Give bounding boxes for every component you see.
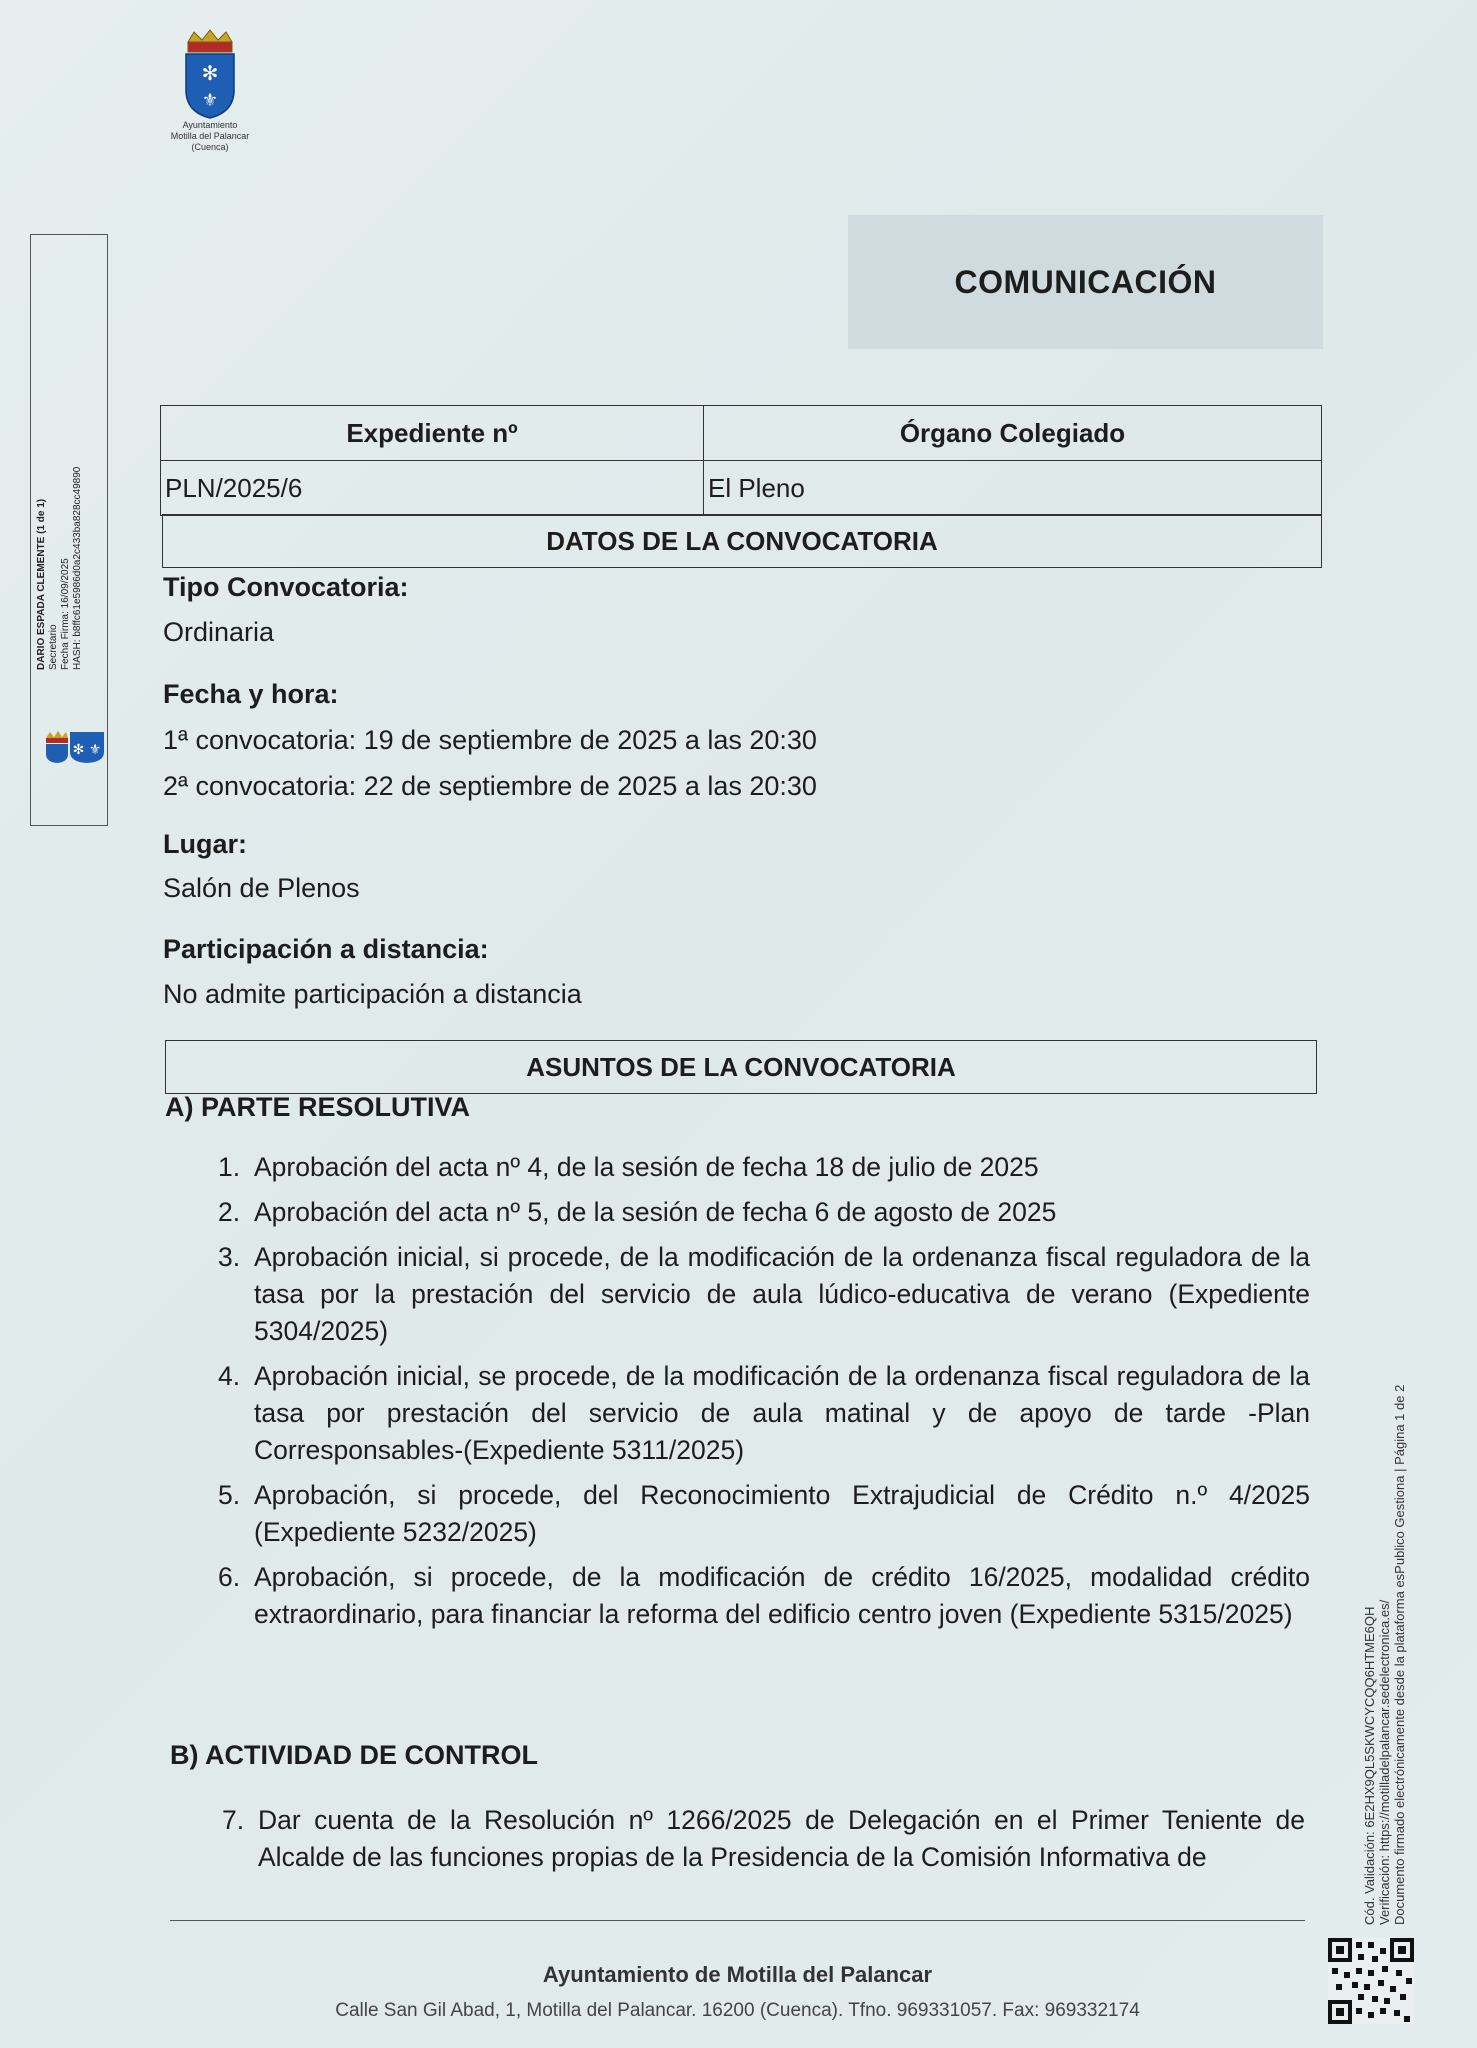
logo-caption-3: (Cuenca) <box>191 142 229 152</box>
verification-code: Cód. Validación: 6E2HX9QL5SKWCYCQQ6HTME6QH <box>1362 1606 1377 1925</box>
list-item <box>218 1239 1310 1350</box>
signer-role: Secretario <box>48 624 59 670</box>
lugar-value: Salón de Plenos <box>163 873 360 903</box>
fecha-label: Fecha y hora: <box>163 679 339 709</box>
tipo-label: Tipo Convocatoria: <box>163 572 409 602</box>
item-text: Aprobación inicial, si procede, de la modificación de la ordenanza fiscal reguladora de la tasa por la prestación del servicio de aula lúdico-educativa de verano (Expediente 5304/2025) <box>254 1242 1310 1346</box>
list-item <box>218 1149 1310 1186</box>
asuntos-banner: ASUNTOS DE LA CONVOCATORIA <box>165 1040 1317 1094</box>
header-expediente: Expediente nº <box>161 406 704 461</box>
fecha-segunda: 2ª convocatoria: 22 de septiembre de 2025 a las 20:30 <box>163 771 817 801</box>
tipo-value: Ordinaria <box>163 617 275 647</box>
verification-url: Verificación: https://motilladelpalancar.sedelectronica.es/ <box>1377 1599 1392 1925</box>
item-number: 2. <box>218 1197 241 1227</box>
footer-address: Calle San Gil Abad, 1, Motilla del Palancar. 16200 (Cuenca). Tfno. 969331057. Fax: 969332174 <box>335 2000 1140 2021</box>
signature-date: Fecha Firma: 16/09/2025 <box>60 558 71 670</box>
value-expediente: PLN/2025/6 <box>161 461 704 516</box>
logo-caption-1: Ayuntamiento <box>182 120 238 130</box>
item-number: 7. <box>222 1805 245 1835</box>
list-item <box>218 1477 1310 1551</box>
verification-text <box>1362 1285 1407 1925</box>
expediente-table <box>160 405 1322 516</box>
item-text: Aprobación, si procede, de la modificación de crédito 16/2025, modalidad crédito extraordinario, para financiar la reforma del edificio centro joven (Expediente 5315/2025) <box>254 1562 1310 1629</box>
item-number: 5. <box>218 1480 241 1510</box>
participacion-label: Participación a distancia: <box>163 934 489 964</box>
signature-crest-icon <box>44 728 106 769</box>
parte-resolutiva-heading: A) PARTE RESOLUTIVA <box>165 1092 471 1122</box>
actividad-control-list <box>222 1802 1305 1884</box>
lugar-label: Lugar: <box>163 829 247 859</box>
signer-name: DARIO ESPADA CLEMENTE (1 de 1) <box>36 498 47 670</box>
title-box <box>848 215 1323 349</box>
item-number: 6. <box>218 1562 241 1592</box>
parte-resolutiva-list <box>218 1149 1310 1641</box>
item-number: 3. <box>218 1242 241 1272</box>
footer-org: Ayuntamiento de Motilla del Palancar <box>542 1962 933 1987</box>
item-number: 4. <box>218 1361 241 1391</box>
item-text: Aprobación inicial, se procede, de la modificación de la ordenanza fiscal reguladora de la tasa por prestación del servicio de aula matinal y de apoyo de tarde -Plan Corresponsables-(Expediente 5311/2025) <box>254 1361 1310 1465</box>
item-text: Dar cuenta de la Resolución nº 1266/2025 de Delegación en el Primer Teniente de Alcalde de las funciones propias de la Presidencia de la Comisión Informativa de <box>258 1805 1305 1872</box>
item-number: 1. <box>218 1152 241 1182</box>
footer-divider <box>170 1920 1305 1921</box>
participacion-value: No admite participación a distancia <box>163 979 582 1009</box>
svg-text:✻ ⚜: ✻ ⚜ <box>72 742 102 758</box>
list-item <box>218 1559 1310 1633</box>
item-text: Aprobación del acta nº 4, de la sesión de fecha 18 de julio de 2025 <box>254 1152 1039 1182</box>
signature-hash: HASH: b8ffc61e5986d0a2c433ba828cc49890 <box>72 466 83 670</box>
qr-code-icon <box>1328 1938 1414 2029</box>
header-organo: Órgano Colegiado <box>704 406 1322 461</box>
document-title: COMUNICACIÓN <box>954 263 1217 300</box>
actividad-control-heading: B) ACTIVIDAD DE CONTROL <box>170 1740 538 1770</box>
logo-caption-2: Motilla del Palancar <box>170 131 250 141</box>
fecha-primera: 1ª convocatoria: 19 de septiembre de 2025 a las 20:30 <box>163 725 817 755</box>
item-text: Aprobación, si procede, del Reconocimiento Extrajudicial de Crédito n.º 4/2025 (Expediente 5232/2025) <box>254 1480 1310 1547</box>
signature-text <box>36 110 84 670</box>
svg-text:✻: ✻ <box>201 61 219 85</box>
crest-icon <box>178 28 242 120</box>
svg-text:⚜: ⚜ <box>201 90 219 111</box>
datos-banner: DATOS DE LA CONVOCATORIA <box>162 514 1322 568</box>
verification-note: Documento firmado electrónicamente desde la plataforma esPublico Gestiona | Página 1 de 2 <box>1392 1384 1407 1925</box>
list-item <box>218 1358 1310 1469</box>
list-item <box>222 1802 1305 1876</box>
list-item <box>218 1194 1310 1231</box>
item-text: Aprobación del acta nº 5, de la sesión de fecha 6 de agosto de 2025 <box>254 1197 1057 1227</box>
value-organo: El Pleno <box>704 461 1322 516</box>
municipal-logo <box>160 28 260 153</box>
